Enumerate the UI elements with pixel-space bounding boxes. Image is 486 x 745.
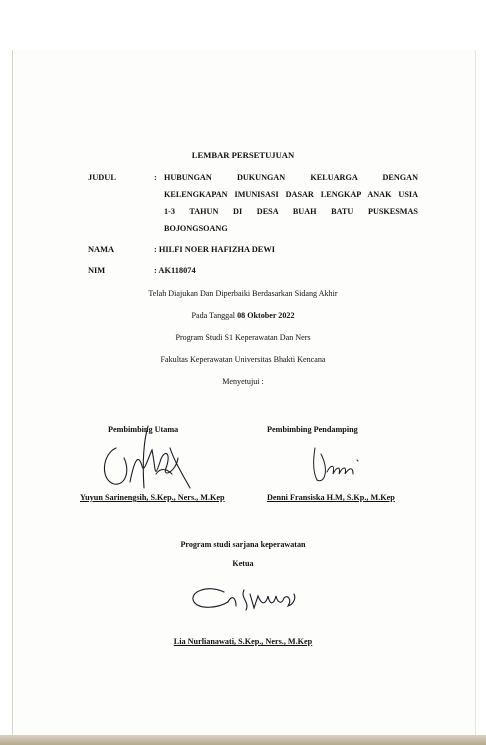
program-label: Program studi sarjana keperawatan — [180, 540, 306, 549]
judul-label: JUDUL — [88, 173, 116, 182]
nama-value: : HILFI NOER HAFIZHA DEWI — [154, 245, 275, 254]
signature-pembimbing-pendamping — [305, 444, 365, 488]
pembimbing-utama-label: Pembimbing Utama — [108, 425, 179, 434]
pembimbing-pendamping-label: Pembimbing Pendamping — [267, 425, 358, 434]
page-bottom-edge — [0, 735, 486, 745]
ketua-name: Lia Nurlianawati, S.Kep., Ners., M.Kep — [173, 637, 313, 646]
pembimbing-pendamping-name: Denni Fransiska H.M, S.Kp., M.Kep — [267, 493, 395, 502]
judul-line-1: HUBUNGAN DUKUNGAN KELUARGA DENGAN — [164, 173, 418, 182]
signature-ketua — [184, 578, 314, 620]
nama-label: NAMA — [88, 245, 115, 254]
judul-colon: : — [154, 173, 157, 182]
nim-label: NIM — [88, 266, 106, 275]
pembimbing-utama-name: Yuyun Sarinengsih, S.Kep., Ners., M.Kep — [80, 493, 225, 502]
judul-line-4: BOJONGSOANG — [164, 224, 228, 233]
document-title: LEMBAR PERSETUJUAN — [191, 150, 295, 160]
nim-value: : AK118074 — [154, 266, 196, 275]
signature-pembimbing-utama — [86, 418, 196, 496]
approval-date: 08 Oktober 2022 — [237, 311, 295, 320]
statement-line-1: Telah Diajukan Dan Diperbaiki Berdasarkan Sidang Akhir — [148, 289, 338, 298]
judul-line-3: 1-3 TAHUN DI DESA BUAH BATU PUSKESMAS — [164, 207, 418, 216]
statement-line-3: Program Studi S1 Keperawatan Dan Ners — [175, 333, 311, 342]
judul-line-2: KELENGKAPAN IMUNISASI DASAR LENGKAP ANAK USIA — [164, 190, 418, 199]
ketua-label: Ketua — [232, 559, 254, 568]
date-prefix: Pada Tanggal — [191, 311, 238, 320]
statement-line-5: Menyetujui : — [222, 377, 264, 386]
statement-line-2 — [0, 310, 486, 321]
statement-line-4: Fakultas Keperawatan Universitas Bhakti Kencana — [160, 355, 326, 364]
